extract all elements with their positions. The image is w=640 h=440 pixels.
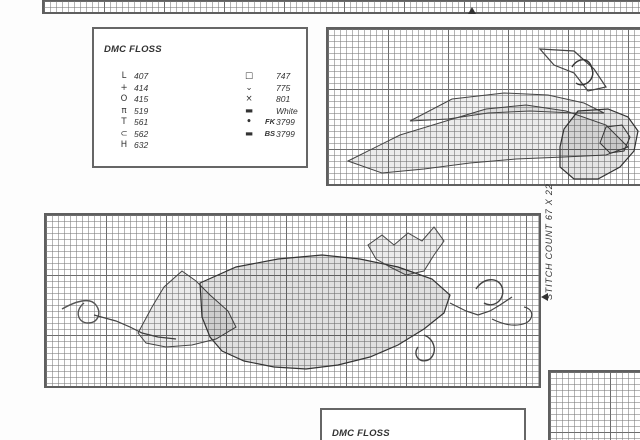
lower-right-chart-grid: [548, 370, 640, 440]
french-knot-icon: •: [246, 117, 252, 127]
leaf-and-grape-motif: [328, 29, 640, 186]
legend-code: 414: [134, 82, 149, 93]
legend-right-column: [242, 71, 304, 139]
top-right-chart-grid: [326, 27, 640, 186]
main-chart-grid: [44, 213, 541, 388]
legend-code: 3799: [276, 117, 295, 127]
legend-stitch-tag: BS: [264, 128, 275, 138]
legend-box-top: [92, 27, 308, 168]
grape-cluster-motif: [46, 215, 541, 388]
legend-stitch-tag: [257, 71, 275, 82]
legend-code: 407: [134, 71, 149, 81]
legend-symbol: L: [121, 71, 127, 81]
legend-code: 562: [134, 128, 149, 139]
legend-symbol: π: [121, 105, 127, 116]
legend-left-column: [114, 71, 166, 151]
tendril-shape: [572, 60, 593, 85]
legend-stitch-tag: [257, 106, 275, 117]
legend-code: 632: [134, 140, 149, 150]
legend-symbol: H: [120, 140, 128, 150]
legend-symbol: O: [120, 94, 128, 104]
vine-tendril-shape: [476, 280, 503, 305]
legend-symbol: ⊂: [120, 128, 128, 139]
legend-symbol: □: [244, 71, 254, 81]
legend-code: 747: [276, 71, 291, 81]
stitch-count-label: STITCH COUNT 67 X 22: [544, 183, 554, 300]
legend-code: 561: [134, 117, 149, 127]
tendril-shape: [540, 49, 606, 91]
legend-code: 3799: [276, 128, 295, 139]
legend-symbol: ▬: [244, 105, 254, 116]
legend-code: 415: [134, 94, 149, 104]
vine-tendril-shape: [450, 297, 512, 315]
legend-symbol: T: [121, 117, 127, 127]
legend-code: 775: [276, 82, 291, 93]
legend-code: White: [276, 105, 298, 116]
legend-stitch-tag: [257, 83, 275, 94]
legend-symbol: +: [120, 82, 128, 93]
legend-symbol: ×: [245, 94, 253, 104]
legend-title: DMC FLOSS: [104, 44, 162, 55]
vine-tendril-shape: [416, 335, 434, 361]
legend-symbol: ⌄: [245, 82, 253, 93]
legend-stitch-tag: [257, 94, 275, 105]
backstitch-line-icon: ▬: [244, 128, 254, 139]
legend-code: 801: [276, 94, 291, 104]
vine-tendril-shape: [492, 307, 532, 325]
top-center-arrow: [468, 7, 476, 14]
legend-stitch-tag: FK: [265, 117, 275, 126]
legend-title: DMC FLOSS: [332, 428, 390, 439]
top-edge-chart-grid: [42, 0, 640, 14]
vine-tendril-shape: [62, 301, 99, 323]
legend-box-bottom: [320, 408, 526, 440]
legend-code: 519: [134, 105, 149, 116]
